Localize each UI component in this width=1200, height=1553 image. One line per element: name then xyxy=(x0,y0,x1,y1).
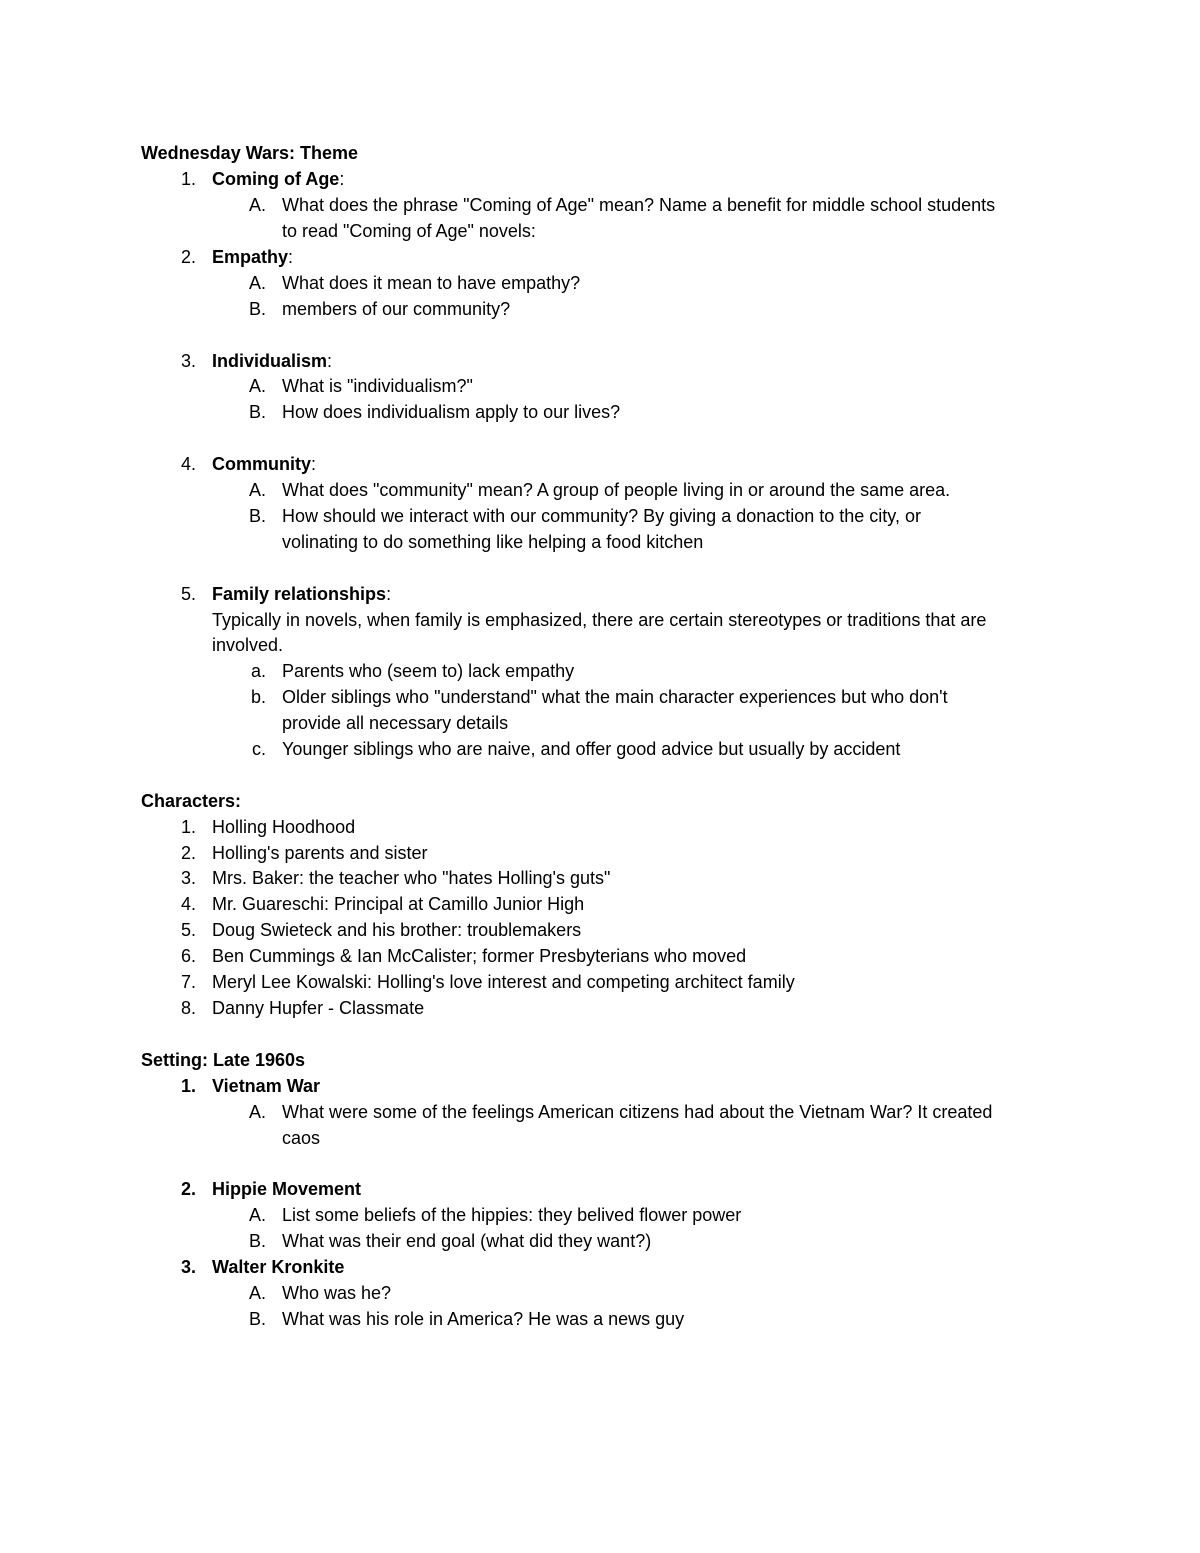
theme-heading xyxy=(212,453,316,475)
theme-label: Coming of Age xyxy=(212,169,340,189)
theme-colon: : xyxy=(327,351,333,371)
character-number: 6. xyxy=(180,946,196,966)
character-number: 7. xyxy=(180,972,196,992)
question-text: Younger siblings who are naive, and offer good advice but usually by accident xyxy=(282,739,901,759)
question-marker: B. xyxy=(248,506,266,526)
setting-topic: Walter Kronkite xyxy=(212,1257,345,1277)
question-marker: A. xyxy=(248,376,266,396)
character-item: Doug Swieteck and his brother: troublemakers xyxy=(212,920,582,940)
theme-intro-text: involved. xyxy=(212,635,284,655)
question-text: How should we interact with our community? By giving a donaction to the city, or xyxy=(282,506,921,526)
question-marker: A. xyxy=(248,480,266,500)
theme-colon: : xyxy=(386,584,392,604)
theme-label: Empathy xyxy=(212,247,289,267)
question-text: List some beliefs of the hippies: they belived flower power xyxy=(282,1205,742,1225)
question-marker: B. xyxy=(248,1231,266,1251)
question-text: What does "community" mean? A group of people living in or around the same area. xyxy=(282,480,951,500)
question-marker: A. xyxy=(248,1283,266,1303)
theme-colon: : xyxy=(311,454,317,474)
question-text: What was their end goal (what did they want?) xyxy=(282,1231,652,1251)
theme-number: 1. xyxy=(180,169,196,189)
character-number: 3. xyxy=(180,868,196,888)
question-text: What were some of the feelings American citizens had about the Vietnam War? It created xyxy=(282,1102,993,1122)
theme-number: 5. xyxy=(180,584,196,604)
question-text: Who was he? xyxy=(282,1283,392,1303)
setting-number: 2. xyxy=(180,1179,196,1199)
theme-number: 3. xyxy=(180,351,196,371)
question-marker: c. xyxy=(251,739,266,759)
question-text: volinating to do something like helping a food kitchen xyxy=(282,532,704,552)
theme-heading xyxy=(212,168,344,190)
characters-heading: Characters: xyxy=(141,791,242,811)
setting-topic: Hippie Movement xyxy=(212,1179,362,1199)
theme-colon: : xyxy=(288,247,294,267)
theme-number: 2. xyxy=(180,247,196,267)
theme-label: Individualism xyxy=(212,351,328,371)
theme-number: 4. xyxy=(180,454,196,474)
character-number: 4. xyxy=(180,894,196,914)
character-item: Meryl Lee Kowalski: Holling's love interest and competing architect family xyxy=(212,972,795,992)
setting-number: 3. xyxy=(180,1257,196,1277)
question-marker: A. xyxy=(248,273,266,293)
question-text: Parents who (seem to) lack empathy xyxy=(282,661,575,681)
question-text: What does it mean to have empathy? xyxy=(282,273,581,293)
theme-heading xyxy=(212,583,391,605)
question-marker: A. xyxy=(248,1205,266,1225)
theme-label: Community xyxy=(212,454,311,474)
theme-label: Family relationships xyxy=(212,584,387,604)
setting-topic: Vietnam War xyxy=(212,1076,321,1096)
question-marker: B. xyxy=(248,1309,266,1329)
character-number: 1. xyxy=(180,817,196,837)
question-marker: b. xyxy=(250,687,266,707)
question-text: What was his role in America? He was a news guy xyxy=(282,1309,685,1329)
theme-heading xyxy=(212,350,332,372)
question-text: to read "Coming of Age" novels: xyxy=(282,221,536,241)
setting-number: 1. xyxy=(180,1076,196,1096)
question-marker: a. xyxy=(250,661,266,681)
question-text: What does the phrase "Coming of Age" mean? Name a benefit for middle school students xyxy=(282,195,996,215)
character-item: Holling Hoodhood xyxy=(212,817,356,837)
character-number: 8. xyxy=(180,998,196,1018)
document-title: Wednesday Wars: Theme xyxy=(141,143,359,163)
question-marker: A. xyxy=(248,1102,266,1122)
character-item: Holling's parents and sister xyxy=(212,843,428,863)
character-item: Mrs. Baker: the teacher who "hates Holling's guts" xyxy=(212,868,611,888)
character-number: 2. xyxy=(180,843,196,863)
question-text: caos xyxy=(282,1128,321,1148)
character-item: Mr. Guareschi: Principal at Camillo Junior High xyxy=(212,894,585,914)
character-item: Ben Cummings & Ian McCalister; former Presbyterians who moved xyxy=(212,946,747,966)
question-text: Older siblings who "understand" what the main character experiences but who don't xyxy=(282,687,948,707)
character-number: 5. xyxy=(180,920,196,940)
theme-colon: : xyxy=(339,169,345,189)
character-item: Danny Hupfer - Classmate xyxy=(212,998,425,1018)
question-marker: B. xyxy=(248,402,266,422)
theme-heading xyxy=(212,246,293,268)
question-text: members of our community? xyxy=(282,299,511,319)
theme-intro-text: Typically in novels, when family is emphasized, there are certain stereotypes or traditions that are xyxy=(212,610,987,630)
question-marker: A. xyxy=(248,195,266,215)
question-marker: B. xyxy=(248,299,266,319)
question-text: What is "individualism?" xyxy=(282,376,473,396)
question-text: provide all necessary details xyxy=(282,713,509,733)
question-text: How does individualism apply to our lives? xyxy=(282,402,621,422)
setting-heading: Setting: Late 1960s xyxy=(141,1050,306,1070)
